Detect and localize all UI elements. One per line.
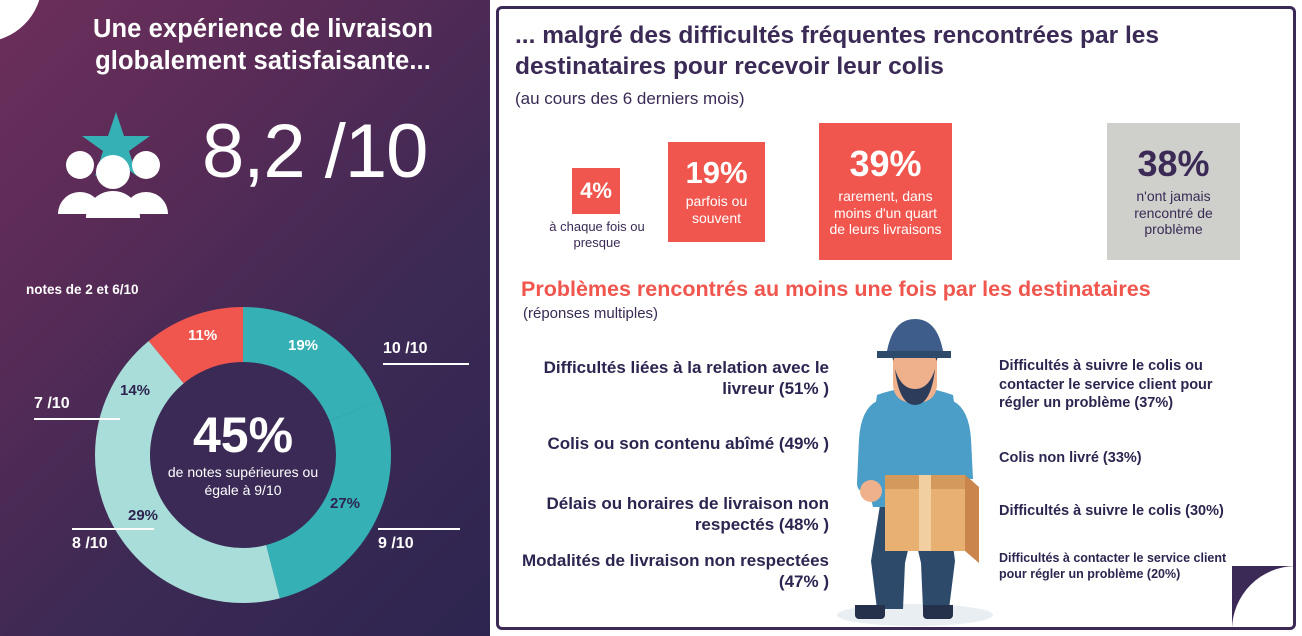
donut-center: [150, 362, 336, 548]
callout-rule: [72, 528, 154, 530]
stat-box-4-value: 4%: [580, 178, 612, 204]
donut-callout-10-label: 10 /10: [383, 340, 428, 357]
problem-left-1: Difficultés liées à la relation avec le livreur (51% ): [543, 358, 829, 399]
delivery-courier-illustration: [819, 309, 1009, 630]
problem-right-1: Difficultés à suivre le colis ou contacter le service client pour régler un problème (37%): [999, 358, 1213, 412]
donut-callout-notes-label: notes de 2 et 6/10: [26, 282, 139, 297]
right-panel: [496, 6, 1296, 630]
stat-box-19-value: 19%: [685, 154, 748, 190]
stat-box-38-value: 38%: [1137, 142, 1210, 184]
problems-section-subtitle: (réponses multiples): [523, 305, 659, 322]
problem-right-4: Difficultés à contacter le service client pour régler un problème (20%): [999, 551, 1227, 581]
problems-section-title: Problèmes rencontrés au moins une fois par les destinataires: [521, 277, 1151, 301]
donut-callout-notes: [26, 282, 139, 297]
callout-rule: [383, 363, 469, 365]
stat-box-19-caption: parfois ou souvent: [685, 193, 748, 227]
stat-box-39-value: 39%: [849, 142, 922, 184]
score-block: [42, 108, 462, 220]
problem-left-4: Modalités de livraison non respectées (47% ): [521, 551, 829, 592]
callout-rule: [34, 418, 120, 420]
donut-value-14: 14%: [120, 382, 151, 399]
right-panel-subtitle: (au cours des 6 derniers mois): [515, 89, 745, 108]
left-panel-title: Une expérience de livraison globalement satisfaisante...: [92, 15, 433, 75]
stat-box-39-caption: rarement, dans moins d'un quart de leurs livraisons: [829, 187, 942, 238]
satisfaction-donut-chart: [88, 300, 398, 610]
donut-center-caption: de notes supérieures ou égale à 9/10: [167, 464, 319, 498]
donut-callout-9-label: 9 /10: [378, 535, 414, 552]
right-panel-title: ... malgré des difficultés fréquentes rencontrées par les destinataires pour recevoir leur colis: [515, 22, 1160, 80]
stat-box-4-caption: à chaque fois ou presque: [549, 219, 645, 251]
donut-value-19: 19%: [288, 337, 319, 354]
stat-box-38: [1107, 123, 1240, 260]
donut-callout-8: [72, 528, 154, 553]
left-panel: [0, 0, 490, 636]
stat-box-4: [572, 168, 620, 214]
corner-accent: [1232, 566, 1296, 630]
satisfaction-score: 8,2 /10: [202, 109, 428, 194]
stat-box-39: [819, 123, 952, 260]
stat-box-38-caption: n'ont jamais rencontré de problème: [1134, 187, 1213, 238]
donut-value-11: 11%: [188, 327, 218, 344]
problem-left-2: Colis ou son contenu abîmé (49% ): [547, 434, 829, 453]
donut-callout-7: [34, 395, 120, 420]
donut-callout-8-label: 8 /10: [72, 535, 108, 552]
donut-callout-10: [383, 340, 469, 365]
stat-box-19: [668, 142, 765, 242]
donut-callout-9: [378, 528, 460, 553]
donut-value-27: 27%: [330, 495, 361, 512]
problem-left-3: Délais ou horaires de livraison non respectés (48% ): [546, 494, 829, 535]
donut-center-value: 45%: [192, 407, 294, 464]
corner-accent-inner: [1232, 566, 1296, 630]
donut-value-29: 29%: [128, 507, 159, 524]
people-group-icon: [54, 110, 176, 220]
callout-rule: [378, 528, 460, 530]
donut-callout-7-label: 7 /10: [34, 395, 70, 412]
problem-right-3: Difficultés à suivre le colis (30%): [999, 503, 1224, 519]
problem-right-2: Colis non livré (33%): [999, 450, 1142, 466]
